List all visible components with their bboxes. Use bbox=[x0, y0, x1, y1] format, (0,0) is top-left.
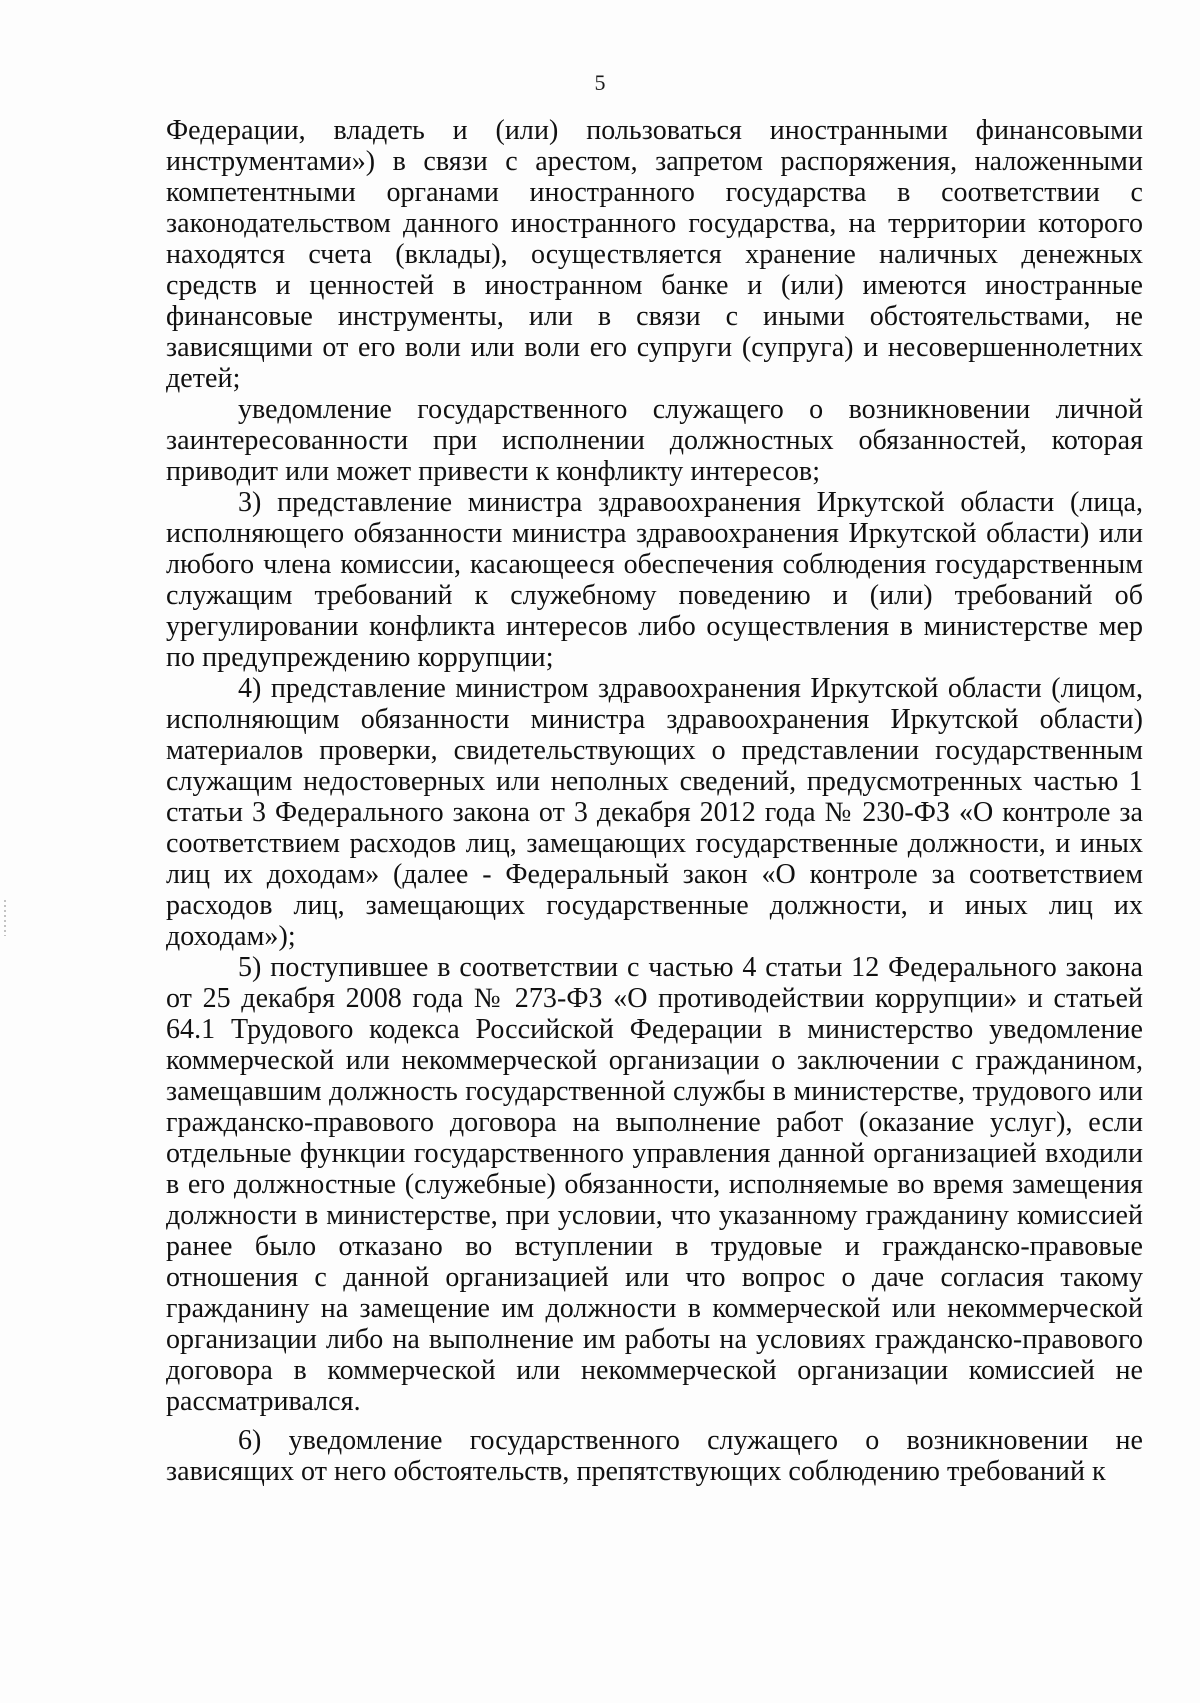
page-number: 5 bbox=[594, 70, 606, 95]
paragraph-item-3: 3) представление министра здравоохранения Иркутской области (лица, исполняющего обязанности министра здравоохранения Иркутской области) или любого члена комиссии, касающееся обеспечения соблюдения государственным служащим требований к служебному поведению и (или) требований об урегулировании конфликта интересов либо осуществления в министерстве мер по предупреждению коррупции; bbox=[166, 487, 1143, 673]
paragraph-item-4: 4) представление министром здравоохранения Иркутской области (лицом, исполняющим обязанности министра здравоохранения Иркутской области) материалов проверки, свидетельствующих о представлении государственным служащим недостоверных или неполных сведений, предусмотренных частью 1 статьи 3 Федерального закона от 3 декабря 2012 года № 230-ФЗ «О контроле за соответствием расходов лиц, замещающих государственные должности, и иных лиц их доходам» (далее - Федеральный закон «О контроле за соответствием расходов лиц, замещающих государственные должности, и иных лиц их доходам»); bbox=[166, 673, 1143, 952]
paragraph-item-6: 6) уведомление государственного служащего о возникновении не зависящих от него обстоятельств, препятствующих соблюдению требований к bbox=[166, 1425, 1143, 1487]
paragraph-notification-interest: уведомление государственного служащего о возникновении личной заинтересованности при исполнении должностных обязанностей, которая приводит или может привести к конфликту интересов; bbox=[166, 394, 1143, 487]
document-body bbox=[166, 115, 1143, 1487]
scan-artifact bbox=[4, 900, 6, 936]
paragraph-continuation: Федерации, владеть и (или) пользоваться иностранными финансовыми инструментами») в связи с арестом, запретом распоряжения, наложенными компетентными органами иностранного государства в соответствии с законодательством данного иностранного государства, на территории которого находятся счета (вклады), осуществляется хранение наличных денежных средств и ценностей в иностранном банке и (или) имеются иностранные финансовые инструменты, или в связи с иными обстоятельствами, не зависящими от его воли или воли его супруги (супруга) и несовершеннолетних детей; bbox=[166, 115, 1143, 394]
paragraph-item-5: 5) поступившее в соответствии с частью 4 статьи 12 Федерального закона от 25 декабря 2008 года № 273-ФЗ «О противодействии коррупции» и статьей 64.1 Трудового кодекса Российской Федерации в министерство уведомление коммерческой или некоммерческой организации о заключении с гражданином, замещавшим должность государственной службы в министерстве, трудового или гражданско-правового договора на выполнение работ (оказание услуг), если отдельные функции государственного управления данной организацией входили в его должностные (служебные) обязанности, исполняемые во время замещения должности в министерстве, при условии, что указанному гражданину комиссией ранее было отказано во вступлении в трудовые и гражданско-правовые отношения с данной организацией или что вопрос о даче согласия такому гражданину на замещение им должности в коммерческой или некоммерческой организации либо на выполнение им работы на условиях гражданско-правового договора в коммерческой или некоммерческой организации комиссией не рассматривался. bbox=[166, 952, 1143, 1417]
